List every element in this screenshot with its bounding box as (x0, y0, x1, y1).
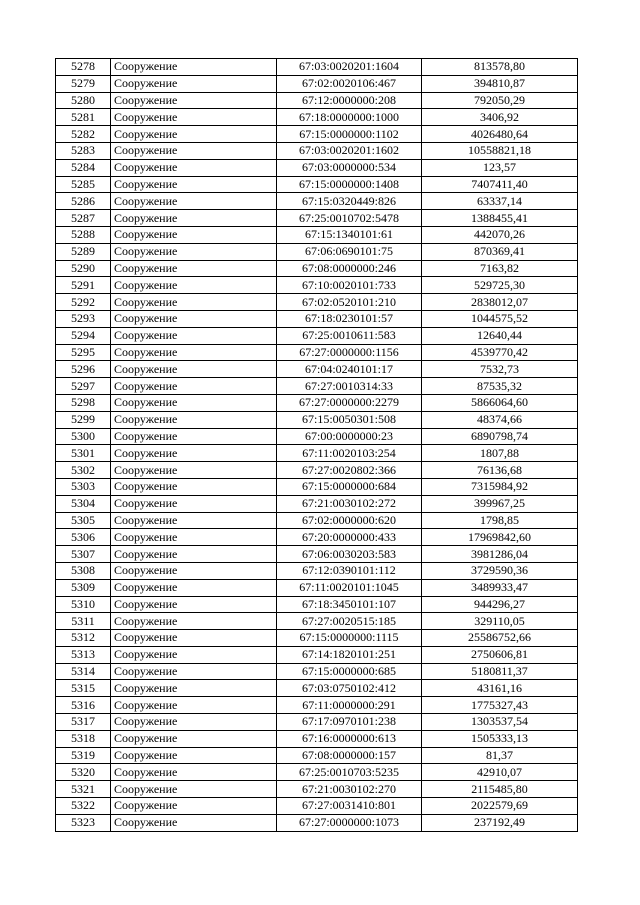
cadastral-value-cell: 399967,25 (422, 495, 578, 512)
object-type-cell: Сооружение (111, 512, 277, 529)
cadastral-value-cell: 10558821,18 (422, 142, 578, 159)
cadastral-value-cell: 529725,30 (422, 277, 578, 294)
cadastral-number-cell: 67:11:0020101:1045 (277, 579, 422, 596)
cadastral-number-cell: 67:20:0000000:433 (277, 529, 422, 546)
object-type-cell: Сооружение (111, 411, 277, 428)
object-type-cell: Сооружение (111, 562, 277, 579)
cadastral-number-cell: 67:14:1820101:251 (277, 646, 422, 663)
table-row (56, 814, 578, 831)
cadastral-value-cell: 6890798,74 (422, 428, 578, 445)
row-number-cell: 5321 (56, 781, 111, 798)
object-type-cell: Сооружение (111, 327, 277, 344)
object-type-cell: Сооружение (111, 680, 277, 697)
cadastral-value-cell: 237192,49 (422, 814, 578, 831)
table-row (56, 109, 578, 126)
cadastral-value-cell: 63337,14 (422, 193, 578, 210)
row-number-cell: 5305 (56, 512, 111, 529)
row-number-cell: 5311 (56, 613, 111, 630)
cadastral-value-cell: 944296,27 (422, 596, 578, 613)
cadastral-value-cell: 2750606,81 (422, 646, 578, 663)
row-number-cell: 5316 (56, 697, 111, 714)
cadastral-value-cell: 5180811,37 (422, 663, 578, 680)
row-number-cell: 5290 (56, 260, 111, 277)
cadastral-number-cell: 67:18:3450101:107 (277, 596, 422, 613)
cadastral-number-cell: 67:15:0000000:684 (277, 478, 422, 495)
table-row (56, 126, 578, 143)
cadastral-number-cell: 67:12:0390101:112 (277, 562, 422, 579)
row-number-cell: 5279 (56, 75, 111, 92)
cadastral-number-cell: 67:03:0750102:412 (277, 680, 422, 697)
row-number-cell: 5282 (56, 126, 111, 143)
table-row (56, 529, 578, 546)
cadastral-number-cell: 67:15:0000000:1408 (277, 176, 422, 193)
cadastral-value-cell: 42910,07 (422, 764, 578, 781)
table-row (56, 579, 578, 596)
cadastral-value-cell: 2022579,69 (422, 798, 578, 815)
table-row (56, 512, 578, 529)
registry-table-body (56, 59, 578, 832)
cadastral-number-cell: 67:12:0000000:208 (277, 92, 422, 109)
row-number-cell: 5278 (56, 59, 111, 76)
cadastral-value-cell: 792050,29 (422, 92, 578, 109)
table-row (56, 730, 578, 747)
row-number-cell: 5289 (56, 243, 111, 260)
object-type-cell: Сооружение (111, 764, 277, 781)
cadastral-number-cell: 67:18:0000000:1000 (277, 109, 422, 126)
cadastral-value-cell: 12640,44 (422, 327, 578, 344)
cadastral-number-cell: 67:27:0020515:185 (277, 613, 422, 630)
table-row (56, 361, 578, 378)
row-number-cell: 5297 (56, 378, 111, 395)
cadastral-number-cell: 67:27:0020802:366 (277, 462, 422, 479)
table-row (56, 327, 578, 344)
row-number-cell: 5292 (56, 294, 111, 311)
cadastral-number-cell: 67:08:0000000:246 (277, 260, 422, 277)
object-type-cell: Сооружение (111, 243, 277, 260)
row-number-cell: 5299 (56, 411, 111, 428)
object-type-cell: Сооружение (111, 210, 277, 227)
cadastral-value-cell: 1044575,52 (422, 310, 578, 327)
object-type-cell: Сооружение (111, 378, 277, 395)
table-row (56, 159, 578, 176)
cadastral-number-cell: 67:02:0520101:210 (277, 294, 422, 311)
row-number-cell: 5319 (56, 747, 111, 764)
cadastral-number-cell: 67:02:0020106:467 (277, 75, 422, 92)
object-type-cell: Сооружение (111, 495, 277, 512)
cadastral-value-cell: 870369,41 (422, 243, 578, 260)
cadastral-number-cell: 67:03:0020201:1602 (277, 142, 422, 159)
table-row (56, 663, 578, 680)
cadastral-number-cell: 67:08:0000000:157 (277, 747, 422, 764)
object-type-cell: Сооружение (111, 714, 277, 731)
table-row (56, 798, 578, 815)
cadastral-number-cell: 67:17:0970101:238 (277, 714, 422, 731)
row-number-cell: 5322 (56, 798, 111, 815)
object-type-cell: Сооружение (111, 59, 277, 76)
object-type-cell: Сооружение (111, 579, 277, 596)
row-number-cell: 5284 (56, 159, 111, 176)
cadastral-value-cell: 3981286,04 (422, 546, 578, 563)
cadastral-number-cell: 67:25:0010611:583 (277, 327, 422, 344)
cadastral-number-cell: 67:06:0690101:75 (277, 243, 422, 260)
object-type-cell: Сооружение (111, 344, 277, 361)
object-type-cell: Сооружение (111, 646, 277, 663)
cadastral-number-cell: 67:16:0000000:613 (277, 730, 422, 747)
table-row (56, 260, 578, 277)
table-row (56, 697, 578, 714)
row-number-cell: 5298 (56, 394, 111, 411)
cadastral-value-cell: 17969842,60 (422, 529, 578, 546)
cadastral-value-cell: 7407411,40 (422, 176, 578, 193)
cadastral-number-cell: 67:18:0230101:57 (277, 310, 422, 327)
row-number-cell: 5303 (56, 478, 111, 495)
object-type-cell: Сооружение (111, 428, 277, 445)
row-number-cell: 5285 (56, 176, 111, 193)
table-row (56, 764, 578, 781)
table-row (56, 495, 578, 512)
row-number-cell: 5287 (56, 210, 111, 227)
row-number-cell: 5317 (56, 714, 111, 731)
cadastral-value-cell: 76136,68 (422, 462, 578, 479)
cadastral-number-cell: 67:15:0320449:826 (277, 193, 422, 210)
row-number-cell: 5312 (56, 630, 111, 647)
cadastral-value-cell: 1505333,13 (422, 730, 578, 747)
row-number-cell: 5294 (56, 327, 111, 344)
cadastral-number-cell: 67:27:0010314:33 (277, 378, 422, 395)
row-number-cell: 5291 (56, 277, 111, 294)
row-number-cell: 5304 (56, 495, 111, 512)
row-number-cell: 5283 (56, 142, 111, 159)
object-type-cell: Сооружение (111, 109, 277, 126)
table-row (56, 630, 578, 647)
cadastral-number-cell: 67:15:0000000:1115 (277, 630, 422, 647)
cadastral-value-cell: 394810,87 (422, 75, 578, 92)
table-row (56, 445, 578, 462)
cadastral-value-cell: 442070,26 (422, 226, 578, 243)
cadastral-number-cell: 67:00:0000000:23 (277, 428, 422, 445)
object-type-cell: Сооружение (111, 596, 277, 613)
table-row (56, 747, 578, 764)
table-row (56, 680, 578, 697)
row-number-cell: 5280 (56, 92, 111, 109)
cadastral-number-cell: 67:27:0000000:1073 (277, 814, 422, 831)
table-row (56, 562, 578, 579)
cadastral-value-cell: 2115485,80 (422, 781, 578, 798)
cadastral-number-cell: 67:03:0000000:534 (277, 159, 422, 176)
cadastral-number-cell: 67:11:0020103:254 (277, 445, 422, 462)
table-row (56, 378, 578, 395)
cadastral-value-cell: 1807,88 (422, 445, 578, 462)
object-type-cell: Сооружение (111, 92, 277, 109)
table-row (56, 176, 578, 193)
cadastral-value-cell: 48374,66 (422, 411, 578, 428)
table-row (56, 210, 578, 227)
object-type-cell: Сооружение (111, 478, 277, 495)
row-number-cell: 5318 (56, 730, 111, 747)
row-number-cell: 5323 (56, 814, 111, 831)
object-type-cell: Сооружение (111, 613, 277, 630)
cadastral-value-cell: 7532,73 (422, 361, 578, 378)
registry-table (55, 58, 578, 832)
table-row (56, 226, 578, 243)
cadastral-value-cell: 4539770,42 (422, 344, 578, 361)
cadastral-number-cell: 67:27:0000000:2279 (277, 394, 422, 411)
cadastral-number-cell: 67:15:0050301:508 (277, 411, 422, 428)
cadastral-value-cell: 87535,32 (422, 378, 578, 395)
table-row (56, 243, 578, 260)
object-type-cell: Сооружение (111, 462, 277, 479)
cadastral-value-cell: 123,57 (422, 159, 578, 176)
table-row (56, 478, 578, 495)
cadastral-number-cell: 67:04:0240101:17 (277, 361, 422, 378)
object-type-cell: Сооружение (111, 75, 277, 92)
table-row (56, 596, 578, 613)
row-number-cell: 5310 (56, 596, 111, 613)
object-type-cell: Сооружение (111, 630, 277, 647)
cadastral-value-cell: 1388455,41 (422, 210, 578, 227)
row-number-cell: 5296 (56, 361, 111, 378)
table-row (56, 277, 578, 294)
cadastral-value-cell: 7163,82 (422, 260, 578, 277)
row-number-cell: 5293 (56, 310, 111, 327)
cadastral-value-cell: 81,37 (422, 747, 578, 764)
cadastral-number-cell: 67:03:0020201:1604 (277, 59, 422, 76)
table-row (56, 294, 578, 311)
object-type-cell: Сооружение (111, 394, 277, 411)
row-number-cell: 5306 (56, 529, 111, 546)
object-type-cell: Сооружение (111, 310, 277, 327)
table-row (56, 781, 578, 798)
object-type-cell: Сооружение (111, 445, 277, 462)
table-row (56, 714, 578, 731)
table-row (56, 310, 578, 327)
object-type-cell: Сооружение (111, 814, 277, 831)
cadastral-number-cell: 67:06:0030203:583 (277, 546, 422, 563)
object-type-cell: Сооружение (111, 176, 277, 193)
row-number-cell: 5308 (56, 562, 111, 579)
cadastral-number-cell: 67:27:0000000:1156 (277, 344, 422, 361)
table-row (56, 646, 578, 663)
table-row (56, 411, 578, 428)
table-row (56, 546, 578, 563)
object-type-cell: Сооружение (111, 260, 277, 277)
row-number-cell: 5314 (56, 663, 111, 680)
cadastral-value-cell: 3729590,36 (422, 562, 578, 579)
object-type-cell: Сооружение (111, 142, 277, 159)
object-type-cell: Сооружение (111, 361, 277, 378)
object-type-cell: Сооружение (111, 159, 277, 176)
table-row (56, 92, 578, 109)
table-row (56, 428, 578, 445)
cadastral-value-cell: 1775327,43 (422, 697, 578, 714)
cadastral-value-cell: 4026480,64 (422, 126, 578, 143)
object-type-cell: Сооружение (111, 546, 277, 563)
cadastral-number-cell: 67:15:1340101:61 (277, 226, 422, 243)
cadastral-number-cell: 67:27:0031410:801 (277, 798, 422, 815)
cadastral-number-cell: 67:15:0000000:1102 (277, 126, 422, 143)
object-type-cell: Сооружение (111, 226, 277, 243)
table-row (56, 462, 578, 479)
object-type-cell: Сооружение (111, 781, 277, 798)
row-number-cell: 5288 (56, 226, 111, 243)
object-type-cell: Сооружение (111, 663, 277, 680)
row-number-cell: 5309 (56, 579, 111, 596)
row-number-cell: 5320 (56, 764, 111, 781)
row-number-cell: 5281 (56, 109, 111, 126)
cadastral-value-cell: 2838012,07 (422, 294, 578, 311)
row-number-cell: 5302 (56, 462, 111, 479)
cadastral-number-cell: 67:15:0000000:685 (277, 663, 422, 680)
cadastral-value-cell: 1303537,54 (422, 714, 578, 731)
cadastral-value-cell: 813578,80 (422, 59, 578, 76)
row-number-cell: 5307 (56, 546, 111, 563)
cadastral-number-cell: 67:25:0010702:5478 (277, 210, 422, 227)
cadastral-number-cell: 67:10:0020101:733 (277, 277, 422, 294)
cadastral-number-cell: 67:21:0030102:270 (277, 781, 422, 798)
row-number-cell: 5313 (56, 646, 111, 663)
cadastral-number-cell: 67:21:0030102:272 (277, 495, 422, 512)
object-type-cell: Сооружение (111, 294, 277, 311)
object-type-cell: Сооружение (111, 126, 277, 143)
cadastral-value-cell: 329110,05 (422, 613, 578, 630)
object-type-cell: Сооружение (111, 193, 277, 210)
row-number-cell: 5301 (56, 445, 111, 462)
object-type-cell: Сооружение (111, 798, 277, 815)
table-row (56, 59, 578, 76)
table-row (56, 344, 578, 361)
cadastral-value-cell: 25586752,66 (422, 630, 578, 647)
row-number-cell: 5295 (56, 344, 111, 361)
table-row (56, 75, 578, 92)
cadastral-value-cell: 7315984,92 (422, 478, 578, 495)
cadastral-value-cell: 5866064,60 (422, 394, 578, 411)
cadastral-number-cell: 67:11:0000000:291 (277, 697, 422, 714)
object-type-cell: Сооружение (111, 730, 277, 747)
object-type-cell: Сооружение (111, 697, 277, 714)
row-number-cell: 5300 (56, 428, 111, 445)
object-type-cell: Сооружение (111, 277, 277, 294)
cadastral-value-cell: 3406,92 (422, 109, 578, 126)
table-row (56, 394, 578, 411)
cadastral-number-cell: 67:25:0010703:5235 (277, 764, 422, 781)
cadastral-value-cell: 43161,16 (422, 680, 578, 697)
cadastral-value-cell: 3489933,47 (422, 579, 578, 596)
table-row (56, 142, 578, 159)
cadastral-value-cell: 1798,85 (422, 512, 578, 529)
object-type-cell: Сооружение (111, 529, 277, 546)
table-row (56, 613, 578, 630)
row-number-cell: 5315 (56, 680, 111, 697)
row-number-cell: 5286 (56, 193, 111, 210)
cadastral-number-cell: 67:02:0000000:620 (277, 512, 422, 529)
object-type-cell: Сооружение (111, 747, 277, 764)
table-row (56, 193, 578, 210)
